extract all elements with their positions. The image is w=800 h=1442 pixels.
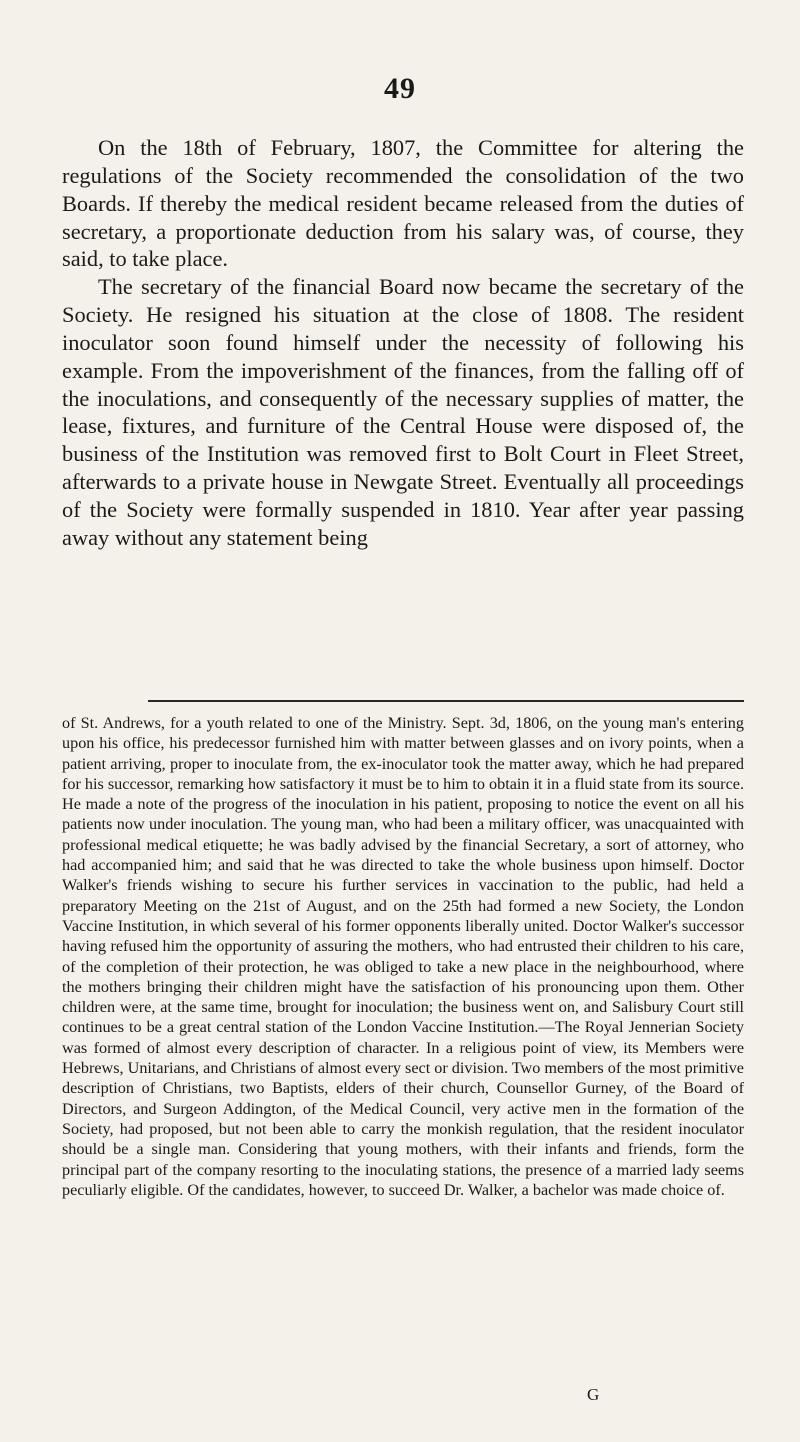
page-number: 49 — [384, 72, 416, 105]
main-paragraph-2: The secretary of the financial Board now became the secretary of the Society. He resigned his situation at the close of 1808. The resident inoculator soon found himself under the necessity of following his example. From the impoverishment of the finances, from the falling off of the inoculations, and consequently of the necessary supplies of matter, the lease, fixtures, and furniture of the Central House were disposed of, the business of the Institution was removed first to Bolt Court in Fleet Street, afterwards to a private house in Newgate Street. Eventually all proceedings of the Society were formally suspended in 1810. Year after year passing away without any statement being — [62, 274, 744, 550]
main-text — [62, 134, 744, 552]
footnote-divider — [148, 700, 744, 702]
main-paragraph-1: On the 18th of February, 1807, the Committee for altering the regulations of the Society recommended the consolidation of the two Boards. If thereby the medical resident became released from the duties of secretary, a proportionate deduction from his salary was, of course, they said, to take place. — [62, 135, 744, 272]
signature-mark: G — [587, 1385, 600, 1404]
footnote-text: of St. Andrews, for a youth related to one of the Ministry. Sept. 3d, 1806, on the young man's entering upon his office, his predecessor furnished him with matter between glasses and on ivory points, when a patient arriving, proper to inoculate from, the ex-inoculator took the matter away, which he had prepared for his successor, remarking how satisfactory it must be to him to obtain it in a fluid state from its source. He made a note of the progress of the inoculation in his patient, proposing to notice the event on all his patients now under inoculation. The young man, who had been a military officer, was unacquainted with professional medical etiquette; he was badly advised by the financial Secretary, a sort of attorney, who had accompanied him; and said that he was directed to take the whole business upon himself. Doctor Walker's friends wishing to secure his further services in vaccination to the public, had held a preparatory Meeting on the 21st of August, and on the 25th had formed a new Society, the London Vaccine Institution, in which several of his former opponents liberally united. Doctor Walker's successor having refused him the opportunity of assuring the mothers, who had entrusted their children to his care, of the completion of their protection, he was obliged to take a new place in the neighbourhood, where the mothers bringing their children might have the satisfaction of his pronouncing upon them. Other children were, at the same time, brought for inoculation; the business went on, and Salisbury Court still continues to be a great central station of the London Vaccine Institution.—The Royal Jennerian Society was formed of almost every description of character. In a religious point of view, its Members were Hebrews, Unitarians, and Christians of almost every sect or division. Two members of the most primitive description of Christians, two Baptists, elders of their church, Counsellor Gurney, of the Board of Directors, and Surgeon Addington, of the Medical Council, very active men in the formation of the Society, had proposed, but not been able to carry the monkish regulation, that the resident inoculator should be a single man. Considering that young mothers, with their infants and friends, form the principal part of the company resorting to the inoculating stations, the presence of a married lady seems peculiarly eligible. Of the candidates, however, to succeed Dr. Walker, a bachelor was made choice of. — [62, 714, 744, 1199]
